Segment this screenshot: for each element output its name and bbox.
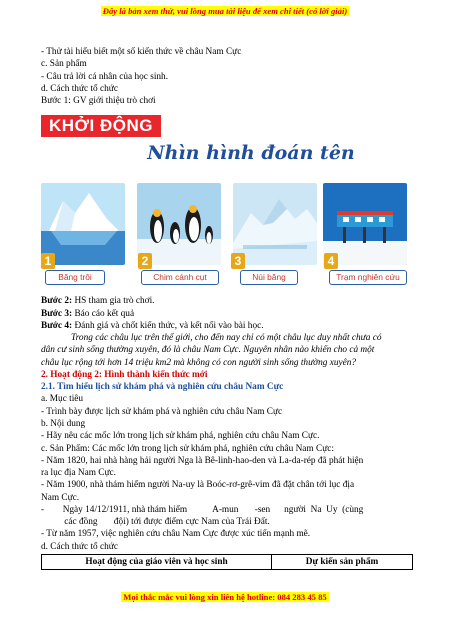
milestone-1820: - Năm 1820, hai nhà hàng hải người Nga là Bê-linh-hao-den và La-da-rép đã phát hiện xyxy=(41,455,364,466)
table-header-teacher-student: Hoạt động của giáo viên và học sinh xyxy=(42,554,272,569)
footer-banner-text: Mọi thắc mắc vui lòng xin liên hệ hotline: 084 283 45 85 xyxy=(123,592,327,602)
intro-line: d. Cách thức tổ chức xyxy=(41,83,118,94)
table-header-row xyxy=(42,554,413,569)
activity-2-heading: 2. Hoạt động 2: Hình thành kiến thức mới xyxy=(41,369,208,380)
step-text: HS tham gia trò chơi. xyxy=(72,296,155,307)
intro-line: - Thử tài hiểu biết một số kiến thức về châu Nam Cực xyxy=(41,47,242,57)
milestone-1820-cont: ra lục địa Nam Cực. xyxy=(41,468,116,479)
step-4-question: châu lục rộng tới hơn 14 triệu km2 mà không có con người sinh sống thường xuyên? xyxy=(41,357,357,368)
ice-mountain-picture xyxy=(233,183,317,265)
activity-line: c. Sản Phẩm: Các mốc lớn trong lịch sử khám phá, nghiên cứu châu Nam Cực: xyxy=(41,443,334,454)
milestone-1900: - Năm 1900, nhà thám hiểm người Na-uy là Boóc-rơ-grê-vim đã đặt chân tới lục địa xyxy=(41,480,355,491)
step-label: Bước 4: xyxy=(41,320,73,331)
milestone-1911-cont: các đồng đội) tới được điểm cực Nam của Trái Đất. xyxy=(41,517,270,528)
caption-iceberg: Băng trôi xyxy=(45,270,105,285)
milestone-1911: - Ngày 14/12/1911, nhà thám hiểm A-mun -sen người Na Uy (cùng xyxy=(41,504,364,515)
activity-line: a. Mục tiêu xyxy=(41,394,84,405)
step-4-question: dân cư sinh sống thường xuyên, đó là châu Nam Cực. Nguyên nhân nào khiến cho cả một xyxy=(41,345,375,356)
footer-banner xyxy=(0,592,450,604)
caption-penguin: Chim cánh cụt xyxy=(141,270,219,285)
step-4-question: Trong các châu lục trên thế giới, cho đến nay chỉ có một châu lục duy nhất chưa có xyxy=(71,333,382,344)
intro-line: c. Sản phẩm xyxy=(41,59,87,70)
step-2 xyxy=(41,295,413,307)
step-label: Bước 3: xyxy=(41,308,73,319)
activity-table xyxy=(41,554,413,570)
item-number: 3 xyxy=(231,253,245,269)
table-header-expected-product: Dự kiến sản phẩm xyxy=(272,554,413,569)
item-number: 4 xyxy=(324,253,338,269)
header-banner xyxy=(0,6,450,18)
step-4 xyxy=(41,320,413,332)
activity-line: - Hãy nêu các mốc lớn trong lịch sử khám phá, nghiên cứu châu Nam Cực. xyxy=(41,431,320,442)
step-text: Đánh giá và chốt kiến thức, và kết nối vào bài học. xyxy=(72,320,264,331)
activity-line: b. Nội dung xyxy=(41,418,86,429)
header-banner-text: Đây là bản xem thử, vui lòng mua tài liệu để xem chi tiết (có lời giải) xyxy=(102,6,348,16)
caption-ice-mountain: Núi băng xyxy=(240,270,298,285)
milestone-1900-cont: Nam Cực. xyxy=(41,492,80,503)
slide-subtitle: Nhìn hình đoán tên xyxy=(147,142,355,165)
intro-line: - Câu trả lời cá nhân của học sinh. xyxy=(41,71,169,82)
caption-research-station: Trạm nghiên cứu xyxy=(329,270,407,285)
organization-label: d. Cách thức tổ chức xyxy=(41,541,118,552)
milestone-1957: - Từ năm 1957, việc nghiên cứu châu Nam Cực được xúc tiến mạnh mẽ. xyxy=(41,529,311,540)
activity-line: - Trình bày được lịch sử khám phá và nghiên cứu châu Nam Cực xyxy=(41,406,283,417)
warmup-slide-image xyxy=(41,111,407,291)
activity-2-subheading: 2.1. Tìm hiểu lịch sử khám phá và nghiên cứu châu Nam Cực xyxy=(41,382,284,393)
step-label: Bước 2: xyxy=(41,296,73,307)
intro-line: Bước 1: GV giới thiệu trò chơi xyxy=(41,96,156,107)
item-number: 1 xyxy=(41,253,55,269)
slide-title: KHỞI ĐỘNG xyxy=(41,115,161,137)
step-3 xyxy=(41,308,413,320)
item-number: 2 xyxy=(138,253,152,269)
document-body xyxy=(41,46,413,570)
step-text: Báo cáo kết quả xyxy=(72,308,135,319)
